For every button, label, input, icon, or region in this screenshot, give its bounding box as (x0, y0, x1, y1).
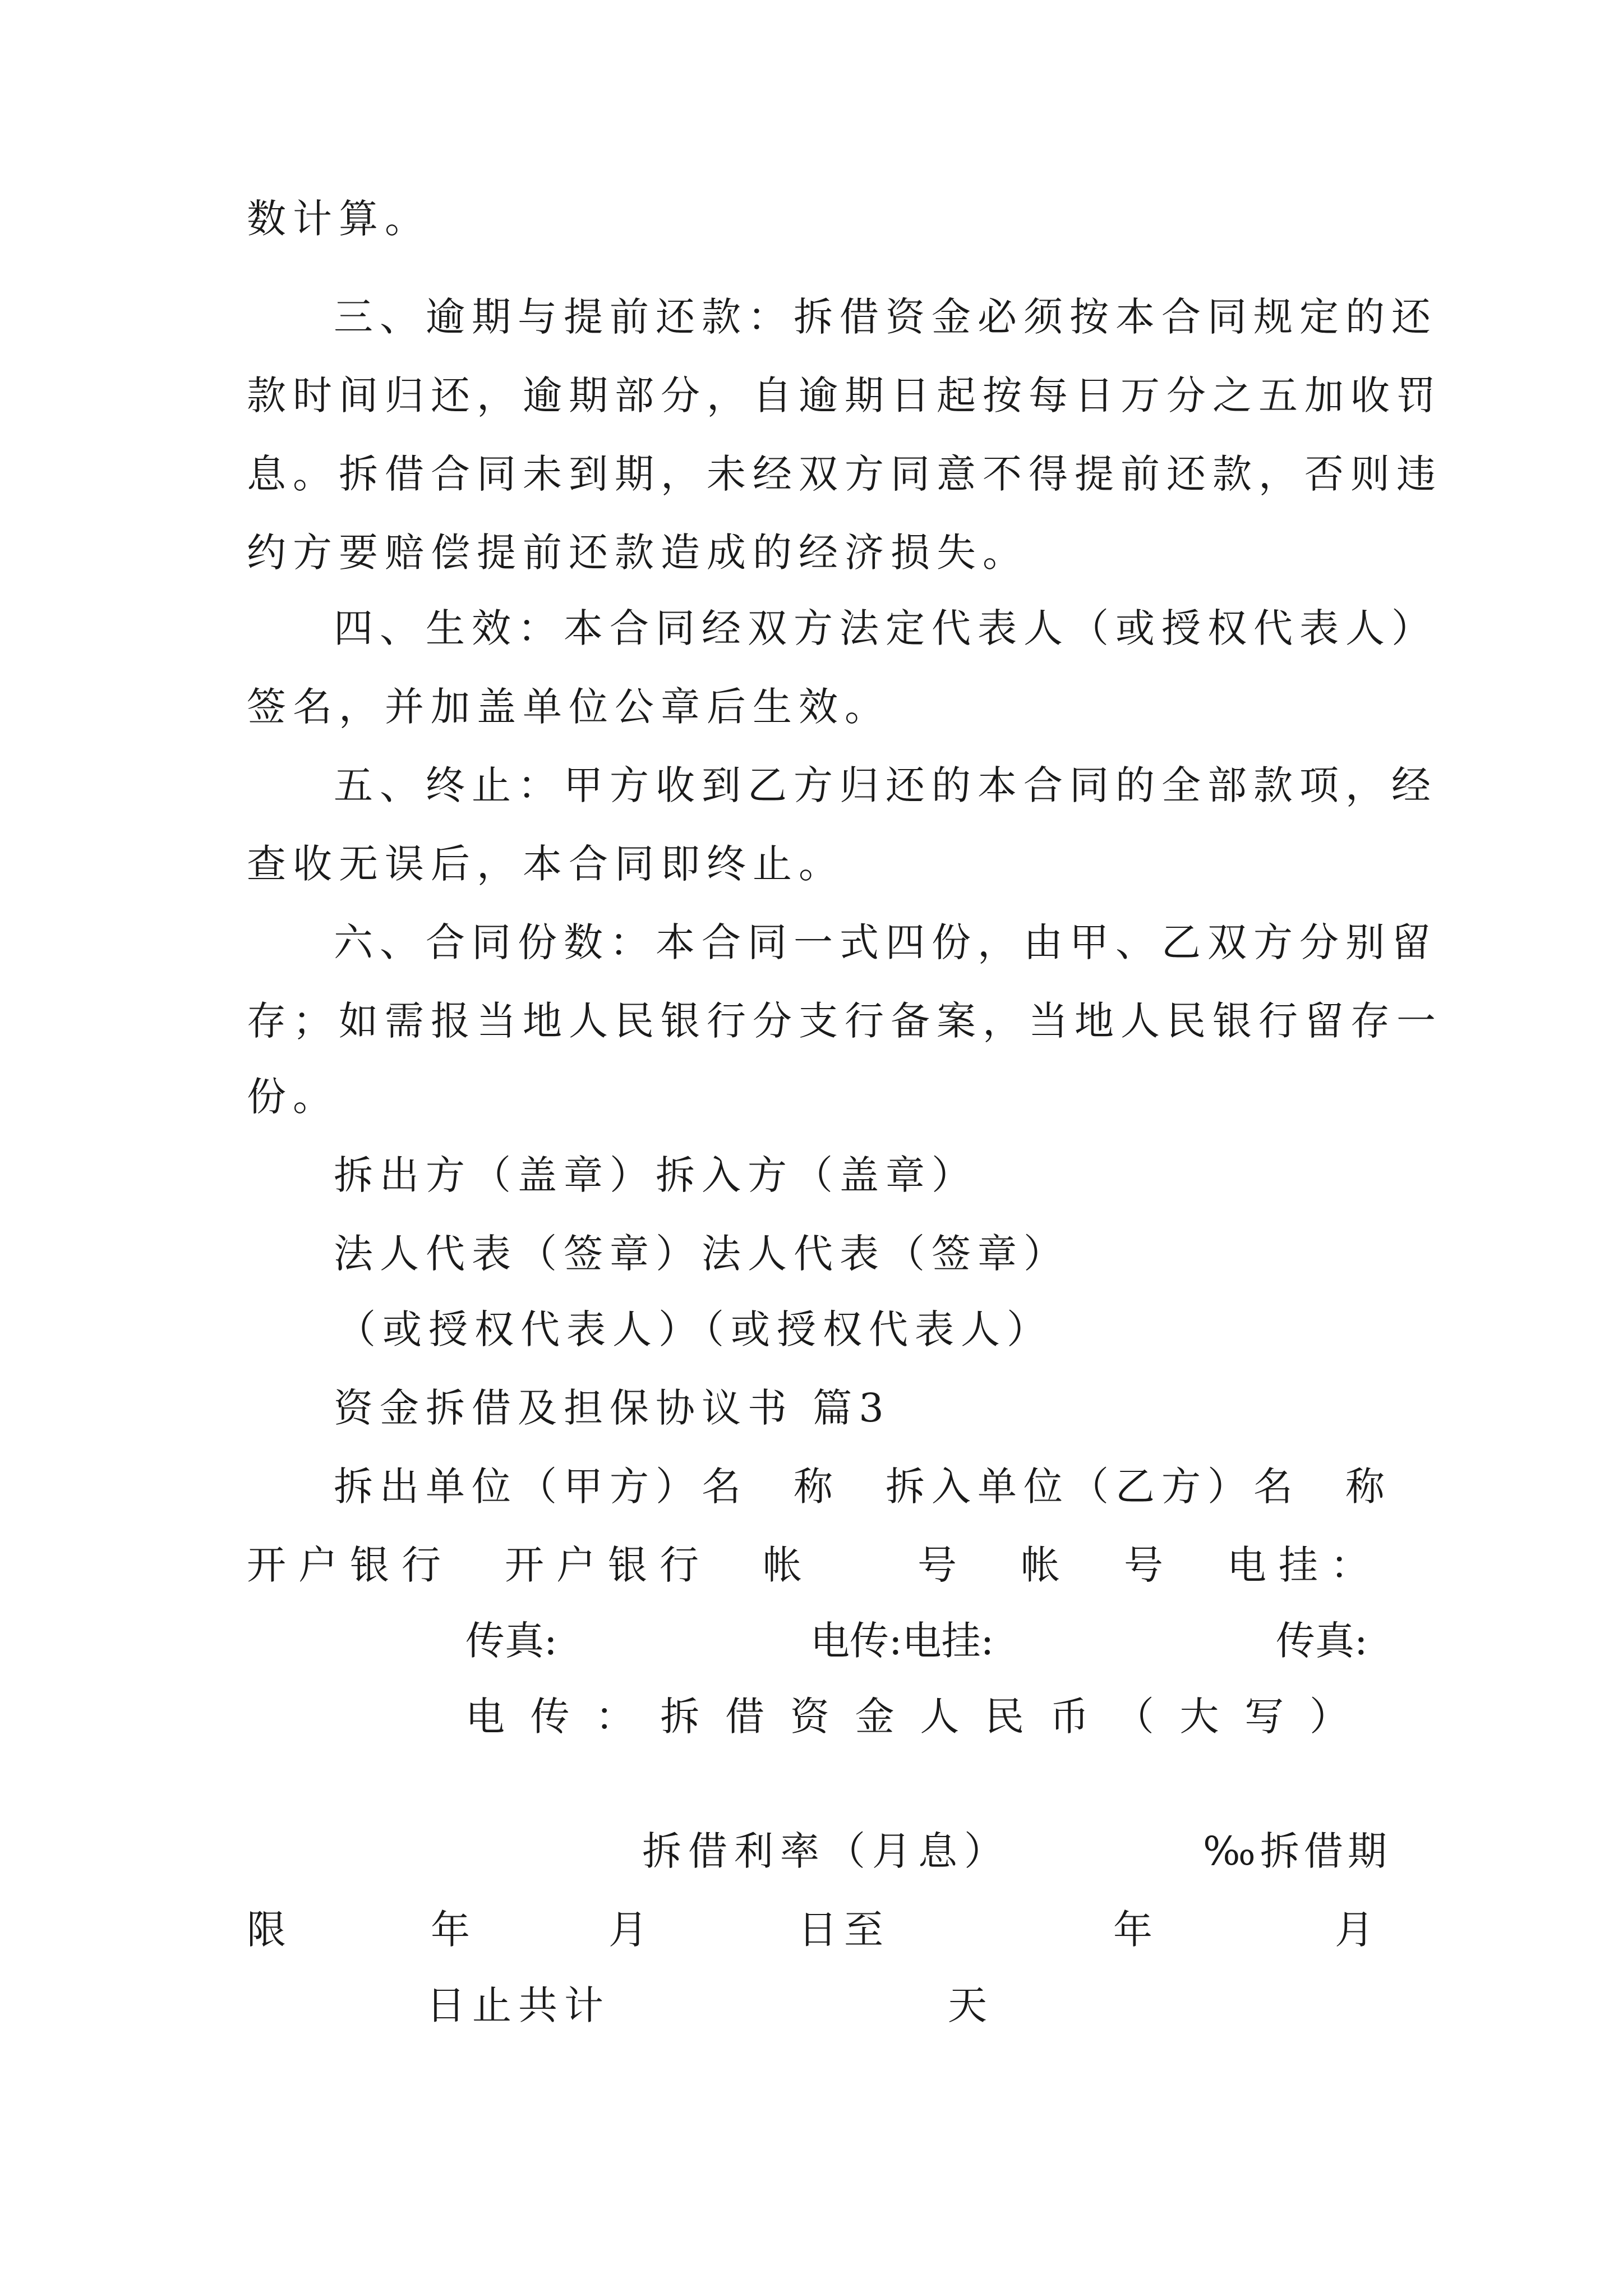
seal-line: 拆出方（盖章）拆入方（盖章） (334, 1152, 978, 1198)
text-line: 份。 (247, 1074, 339, 1120)
paragraph-3-heading-line: 三、逾期与提前还款：拆借资金必须按本合同规定的还 (334, 294, 1437, 340)
authorized-line: （或授权代表人）（或授权代表人） (336, 1306, 1053, 1352)
paragraph-6-heading-line: 六、合同份数：本合同一式四份，由甲、乙双方分别留 (334, 919, 1437, 965)
section-title: 资金拆借及担保协议书 篇3 (334, 1385, 891, 1431)
period-field: 月 (1335, 1907, 1374, 1953)
days-unit: 天 (948, 1982, 987, 2028)
rate-label: 拆借利率（月息） (642, 1828, 1010, 1874)
text-line: 息。拆借合同未到期，未经双方同意不得提前还款，否则违 (247, 451, 1442, 497)
text-line: 签名，并加盖单位公章后生效。 (247, 684, 891, 730)
paragraph-5-heading-line: 五、终止：甲方收到乙方归还的本合同的全部款项，经 (334, 762, 1437, 808)
period-label: ‰拆借期 (1203, 1828, 1391, 1874)
text-line: 数计算。 (247, 196, 431, 242)
form-line: 拆出单位（甲方）名 称 拆入单位（乙方）名 称 (334, 1464, 1391, 1510)
period-field: 月 (608, 1907, 648, 1953)
text-line: 存；如需报当地人民银行分支行备案，当地人民银行留存一 (247, 998, 1442, 1044)
fax-label: 传真: (465, 1618, 557, 1664)
period-field: 限 (247, 1907, 286, 1953)
text-line: 款时间归还，逾期部分，自逾期日起按每日万分之五加收罚 (247, 372, 1442, 418)
text-line: 查收无误后，本合同即终止。 (247, 841, 845, 887)
fax-label: 传真: (1276, 1618, 1368, 1664)
period-field: 年 (1113, 1907, 1152, 1953)
form-line: 电传：拆借资金人民币（大写） (465, 1694, 1371, 1740)
form-line: 开户银行 开户银行 帐 号 帐 号 电挂： (247, 1542, 1382, 1588)
period-field: 年 (431, 1907, 470, 1953)
signature-line: 法人代表（签章）法人代表（签章） (334, 1231, 1069, 1277)
total-days-label: 日止共计 (426, 1982, 610, 2028)
period-field: 日至 (798, 1907, 890, 1953)
paragraph-4-heading-line: 四、生效：本合同经双方法定代表人（或授权代表人） (334, 605, 1437, 651)
text-line: 约方要赔偿提前还款造成的经济损失。 (247, 530, 1029, 576)
telex-cable-label: 电传:电挂: (810, 1618, 994, 1664)
